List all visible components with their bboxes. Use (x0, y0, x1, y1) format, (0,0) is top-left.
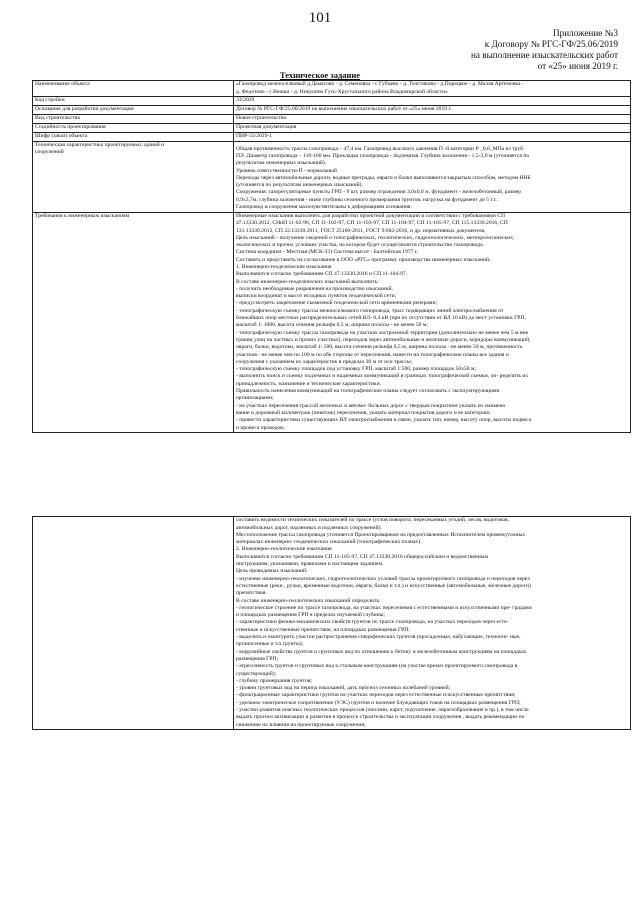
text-line: - глубину промерзания грунтов; (236, 677, 313, 684)
text-line: Уровень ответственности-П - нормальный (236, 167, 337, 174)
text-line: и провеса проводов; (236, 424, 285, 431)
row-key: Требования к инженерным изысканиям (33, 212, 234, 433)
requirements-table-continued (32, 516, 631, 730)
text-line: - геологическое строение по трассе газопровода, на участках пересечения с естественными и искусственными пре- градами (236, 604, 532, 611)
table-row (33, 517, 631, 730)
appendix-line: Приложение №3 (553, 28, 618, 38)
text-line: - выделить и оконтурить участки распространения специфических грунтов (просадочные, набухающие, техноген- ные, (236, 634, 521, 641)
requirements-table (32, 80, 631, 433)
text-line: - участки развития опасных геологических процессов (оползни, карст, подтопление, оврагообразование и пр.), в том числе (236, 707, 529, 714)
text-line: Правильность нанесения коммуникаций на топографические планы следует согласовать с эксплуатирующими (236, 388, 500, 395)
text-line: - привести характеристики существующих ВЛ электроснабжения и связи, указать тип, номер, высоту опор, высоты подвеса (236, 417, 532, 424)
text-line: В составе инженерно-геологических изысканий определить: (236, 597, 381, 604)
text-line: инструкциям, указаниями, правилами и настоящим заданием. (236, 561, 384, 568)
text-line: Цель изысканий - получение сведений о топографических, геологических, гидрогеологических, метеорологических, (236, 234, 515, 241)
row-key: Стадийность проектирования (33, 123, 234, 132)
table-row (33, 97, 631, 106)
page-number: 101 (308, 10, 332, 26)
text-line: д. Федотово - с.Вешки - д. Никулино Гусь-Хрустального района Владимирской области» (236, 88, 448, 95)
text-line: Договор № РГС-ГФ/25.06/2019 на выполнение изыскательских работ от «25» июня 2019 г. (236, 106, 452, 113)
text-line: принадлежность, назначение и технические характеристики. (236, 380, 381, 387)
table-row (33, 114, 631, 123)
text-line: - агрессивность грунтов и грунтовых вод к стальным конструкциям (на участке врезки проектируемого газопровода в (236, 663, 518, 670)
row-value (234, 212, 631, 433)
text-line: Проектная документация (236, 124, 297, 131)
text-line: экологических и прочих условиях участка, на котором будет осуществлятся строительство газопровода. (236, 242, 484, 249)
text-line: Общая протяженность трассы газопровода – 47,4 км. Газопровод высокого давления П -й категории Р _0,6_МПа из труб (236, 145, 523, 152)
text-line: результатам инженерных изысканий). (236, 160, 327, 167)
row-value (234, 517, 631, 730)
row-key: Основание для разработки документации (33, 106, 234, 115)
text-line: овраги, балки, водотоки, масштаб 1: 500, высота сечения рельефа 0,5 м, ширина полосы - не менее 50 м, протяженность (236, 344, 523, 351)
text-line: Инженерные изыскания выполнить для разработки проектной документации в соответствии с требованиями СП (236, 212, 505, 219)
requirements-table-body (33, 81, 631, 433)
row-key: Шифр (заказ) объекта (33, 132, 234, 141)
text-line: Составить и представить на согласование в ООО «РГС» программу производства инженерных изысканий. (236, 256, 491, 263)
table-row (33, 212, 631, 433)
text-line: Техническая характеристика проектируемых зданий и (35, 141, 165, 148)
text-line: Система координат - Местная (МСК-33) Система высот - Балтийская 1977 г. (236, 249, 418, 256)
text-line: - на участках пересечения трассой железных и автомо- бильных дорог с твердым покрытием указать их наимено (236, 402, 506, 409)
row-value (234, 141, 631, 212)
text-line: - коррозийные свойства грунтов и грунтовых вод по отношению к бетону и железобетонным конструкциям на площадках (236, 648, 527, 655)
text-line: Выполняются согласно требованиям СП 11-105-97, СП 47.13330.2016 общероссийским и ведомственным (236, 553, 489, 560)
text-line: автомобильных дорог, надземных и подземных сооружений). (236, 524, 382, 531)
row-key (33, 517, 234, 730)
text-line: - удельное электрическое сопротивление (УЭС) грунтов и наличие блуждающих токов на площадках размещения ГРП; (236, 699, 521, 706)
text-line: естественные (реки , ручьи, временные водотоки, овраги, балки и т.п.) и искусственные (автомобильные, железные дороги) (236, 582, 531, 589)
table-row (33, 123, 631, 132)
text-line: - выполнить поиск и съемку подземных и надземных коммуникаций в границах топографической съемки, оп- ределить их (236, 373, 529, 380)
text-line: 1. Инженерно-геодезические изыскания (236, 263, 332, 270)
table-row (33, 106, 631, 115)
text-line: ближайших опор местных распределительных сетей ВЛ- 0,4 кВ (при их отсутствии от ВЛ 10 кВ) до мест установки ГРП, (236, 315, 526, 322)
appendix-line: от «25» июня 2019 г. (537, 61, 618, 71)
table-row (33, 141, 631, 212)
text-line: - характеристики физико-механических свойств грунтов по трассе газопровода, на участках переходов через есте- (236, 619, 509, 626)
text-line: выписки координат и высот исходных пунктов геодезической сети; (236, 293, 397, 300)
text-line: ПЭ. Диаметр газопровода – 110-160 мм. Прокладка газопровода - подземная. Глубина заложения - 1,5-3,0 м (уточняется по (236, 152, 530, 159)
row-value (234, 81, 631, 97)
text-line: Новое строительство (236, 115, 287, 122)
appendix-line: к Договору № РГС-ГФ/25.06/2019 (484, 39, 618, 49)
text-line: органогенные и т.п.грунты); (236, 641, 304, 648)
text-line: снижению их влияния на проектируемые сооружения; (236, 721, 366, 728)
document-title: Техническое задание (279, 70, 361, 80)
text-line: 47.13330.2012, СНиП 11-02-96, СП 11-102-97, СП 11-103-97, СП 11-104-97, СП 11-105-97, СП 115.13330.2016, СП (236, 220, 508, 227)
text-line: существующий); (236, 670, 277, 677)
text-line: - получить необходимые разрешения на производство изысканий, (236, 285, 393, 292)
text-line: - уровни грунтовых вод на период изысканий, дать прогноз сезонных колебаний уровней; (236, 685, 451, 692)
appendix-line: на выполнение изыскательских работ (471, 50, 618, 60)
appendix-header (318, 28, 618, 72)
text-line: - изучение инженерно-геологических, гидрогеологических условий трассы проектируемого газопровода и переходов через (236, 575, 530, 582)
text-line: «Газопровод межпоселковый д.Дамасово - д. Семеновка - с Губцево - д. Толстиково - д.Порецкое - д. Малая Артемовка - (236, 81, 524, 88)
text-line: Выполняются согласно требованиям СП 47.13330.2016 и СП 11-104-97. (236, 271, 408, 278)
text-line: сооружений (35, 149, 64, 156)
text-line: составить ведомости технических показателей по трассе (углов поворота, пересекаемых угодий, лесов, водотоков, (236, 517, 510, 524)
row-key: Код стройки (33, 97, 234, 106)
text-line: 131.13330.2012, СП 22.13330.2011, ГОСТ 25100-2011, ГОСТ 9.602-2016, и др. нормативных документов. (236, 227, 486, 234)
row-value (234, 132, 631, 141)
text-line: вание и дорожный километраж (пикетаж) пересечения, указать материал покрытия дороги и ее категорию; (236, 409, 491, 416)
text-line: Газопровод и сооружения малочувствительны к деформациям основания. (236, 204, 412, 211)
text-line: - предусмотреть закрепление съемочной геодезической сети временными реперами; (236, 300, 438, 307)
text-line: сооружения с указанием их характеристик в пределах 30 м от оси трассы; (236, 358, 413, 365)
text-line: границ улиц на частных и прочих участках), переходов через автомобильные и железные дороги, коридоры коммуникаций, (236, 336, 531, 343)
text-line: Сооружения: газорегуляторные пункты ГРП - 9 шт, размер ограждения 3,0х6,0 м, фундамент - железобетонный, размер (236, 189, 521, 196)
row-value (234, 114, 631, 123)
row-key: Наименование объекта (33, 81, 234, 97)
row-value (234, 106, 631, 115)
text-line: препятствия. (236, 590, 267, 597)
text-line: В составе инженерно-геодезических изысканий выполнить: (236, 278, 379, 285)
text-line: Местоположение трассы газопровода уточняется Проектировщиком на предоставленных Исполнителем промежуточных (236, 531, 526, 538)
text-line: Переходы через автомобильные дороги, водные преграды, овраги и балки выполняются закрытым способом, методом ННБ (236, 174, 531, 181)
text-line: - фильтрационные характеристики грунтов на участках переходов через естественные и искусственные препятствия; (236, 692, 516, 699)
text-line: (уточняется по результатам инженерных изысканий). (236, 182, 363, 189)
text-line: организациями; (236, 395, 274, 402)
row-key: Вид строительства (33, 114, 234, 123)
text-line: 2. Инженерно-геологические изыскания (236, 546, 332, 553)
text-line: - топографическую съемку площадок под установку ГРП, масштаб 1:500, размер площадок 50х50 м; (236, 366, 477, 373)
text-line: участков - не менее чем по 100 м по обе стороны от пересечения, нанести на топографические планы все здания и (236, 351, 509, 358)
text-line: ственные и искусственные препятствия, на площадках размещения ГРП; (236, 626, 410, 633)
row-key (33, 141, 234, 212)
text-line: ПИР-33/2029-1 (236, 133, 273, 140)
text-line: размещения ГРП; (236, 655, 279, 662)
text-line: Цель проводимых изысканий: (236, 568, 308, 575)
text-line: 33/2029 (236, 97, 255, 104)
text-line: выдать прогноз активизации и развития в процессе строительства и эксплуатации сооружения , выдать рекомендации по (236, 714, 525, 721)
text-line: - топографическую съемку трассы межпоселкового газопровода, трасс подводящих линий электроснабжения от (236, 307, 504, 314)
table-row (33, 132, 631, 141)
text-line: и площадках размещения ГРП в пределах изучаемой глубины; (236, 612, 385, 619)
text-line: материалах инженерно- геодезических изысканий (топографических планах). (236, 539, 422, 546)
row-value (234, 123, 631, 132)
text-line: - топографическую съемку трассы газопровода на участках застроенной территории (дополнительно не менее чем 5 м вне (236, 329, 529, 336)
requirements-table-body (33, 517, 631, 730)
table-row (33, 81, 631, 97)
row-value (234, 97, 631, 106)
text-line: 0,9х3,7м, глубина заложения - ниже глубины сезонного промерзания грунтов, нагрузка на фундамент до 5 т.с. (236, 196, 498, 203)
text-line: масштаб 1: 1000, высота сечения рельефа 0,5 м, ширина полосы - не менее 50 м; (236, 322, 428, 329)
